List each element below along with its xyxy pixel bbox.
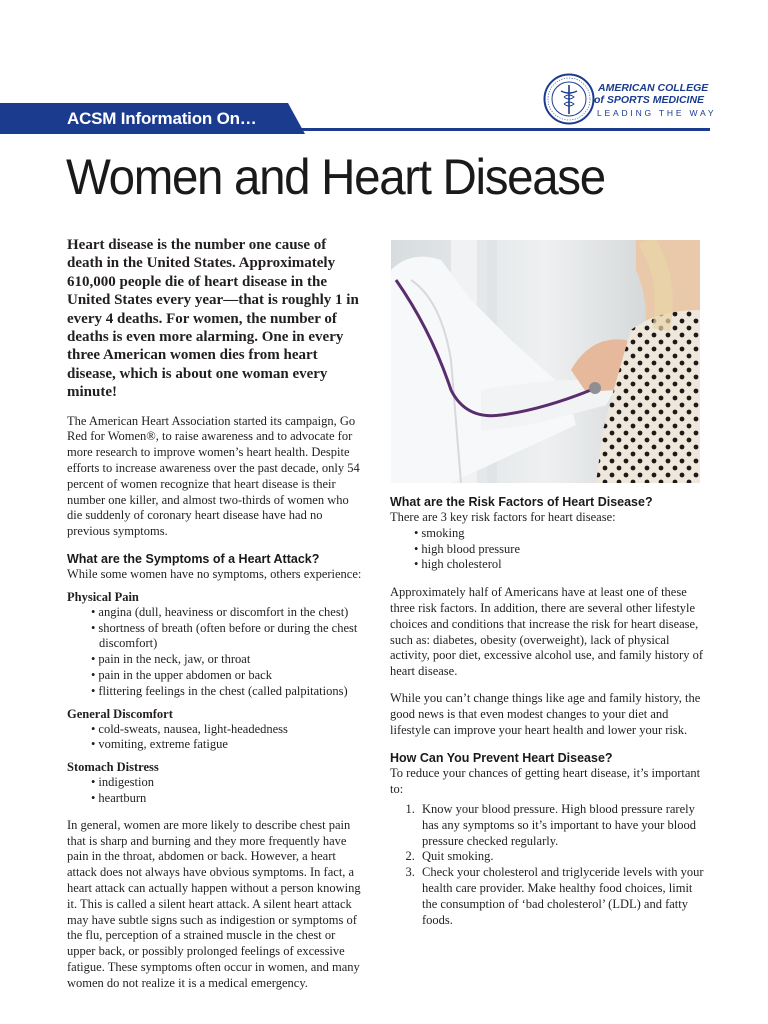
list-item: • cold-sweats, nausea, light-headedness [81, 722, 365, 738]
list-item: • flittering feelings in the chest (called palpitations) [81, 684, 365, 700]
group-title-stomach-distress: Stomach Distress [67, 760, 159, 775]
prevent-steps [390, 802, 710, 928]
list-item: • shortness of breath (often before or during the chest discomfort) [81, 621, 365, 653]
right-column [390, 494, 710, 928]
list-item: • indigestion [81, 775, 365, 791]
general-discomfort-list [67, 722, 365, 754]
list-item: • smoking [404, 526, 710, 542]
symptoms-lead: While some women have no symptoms, others experience: [67, 567, 362, 582]
physical-pain-list [67, 605, 365, 700]
symptoms-heading: What are the Symptoms of a Heart Attack? [67, 552, 320, 567]
risk-paragraph-2: While you can’t change things like age and family history, the good news is that even modest changes to your diet and lifestyle can improve your heart health and lower your risk. [390, 690, 701, 737]
acsm-seal-icon [543, 73, 595, 125]
risk-lead: There are 3 key risk factors for heart disease: [390, 510, 616, 524]
list-item: • pain in the neck, jaw, or throat [81, 652, 365, 668]
logo-line-2: of SPORTS MEDICINE [594, 94, 705, 106]
risk-heading: What are the Risk Factors of Heart Disease? [390, 495, 653, 509]
list-item: • angina (dull, heaviness or discomfort in the chest) [81, 605, 365, 621]
group-title-physical-pain: Physical Pain [67, 589, 139, 604]
list-item: • heartburn [81, 791, 365, 807]
list-item: • vomiting, extreme fatigue [81, 737, 365, 753]
risk-list [390, 526, 710, 573]
symptoms-closing-paragraph: In general, women are more likely to describe chest pain that is sharp and burning and they more frequently have pain in the throat, abdomen or back. However, a heart attack does not always have obvious symptoms. In fact, a heart attack can actually happen without a person knowing it. This is called a silent heart attack. A silent heart attack may have subtle signs such as indigestion or symptoms of the flu, perception of a strained muscle in the chest or upper back, or possibly prolonged feelings of excessive fatigue. These symptoms often occur in women, and many women do not realize it is a medical emergency. [67, 817, 361, 990]
list-item: • pain in the upper abdomen or back [81, 668, 365, 684]
list-item: • high blood pressure [404, 542, 710, 558]
group-title-general-discomfort: General Discomfort [67, 706, 173, 721]
list-item: 1. Know your blood pressure. High blood pressure rarely has any symptoms so it’s important to have your blood pressure checked regularly. [418, 802, 710, 849]
header-rule [290, 128, 710, 131]
left-column [67, 236, 365, 1003]
list-item: 3. Check your cholesterol and triglyceride levels with your health care provider. Make healthy food choices, limit the consumption of ‘bad cholesterol’ (LDL) and fatty foods. [418, 865, 710, 928]
page-title: Women and Heart Disease [66, 149, 605, 205]
campaign-paragraph: The American Heart Association started its campaign, Go Red for Women®, to raise awareness and to advocate for more research to improve women’s heart health. Despite efforts to increase awareness over the past decade, only 54 percent of women recognize that heart disease is their number one killer, and almost two-thirds of women who die suddenly of coronary heart disease have had no previous symptoms. [67, 413, 360, 539]
stomach-distress-list [67, 775, 365, 807]
banner-label: ACSM Information On… [67, 109, 257, 128]
intro-paragraph: Heart disease is the number one cause of death in the United States. Approximately 610,000 people die of heart disease in the United States every year—that is roughly 1 in every 4 deaths. For women, the number of deaths is even more alarming. One in every three American women dies from heart disease, which is about one woman every minute! [67, 237, 359, 401]
risk-paragraph-1: Approximately half of Americans have at least one of these three risk factors. In addition, there are several other lifestyle choices and conditions that increase the risk for heart disease, such as: diabetes, obesity (overweight), lack of physical activity, poor diet, excessive alcohol use, and family history of heart disease. [390, 585, 703, 679]
doctor-stethoscope-photo [391, 240, 700, 483]
logo-line-1: AMERICAN COLLEGE [598, 82, 709, 94]
list-item: • high cholesterol [404, 557, 710, 573]
prevent-heading: How Can You Prevent Heart Disease? [390, 751, 613, 766]
prevent-lead: To reduce your chances of getting heart disease, it’s important to: [390, 766, 701, 797]
list-item: 2. Quit smoking. [418, 849, 710, 865]
logo-tagline: LEADING THE WAY [597, 108, 717, 118]
